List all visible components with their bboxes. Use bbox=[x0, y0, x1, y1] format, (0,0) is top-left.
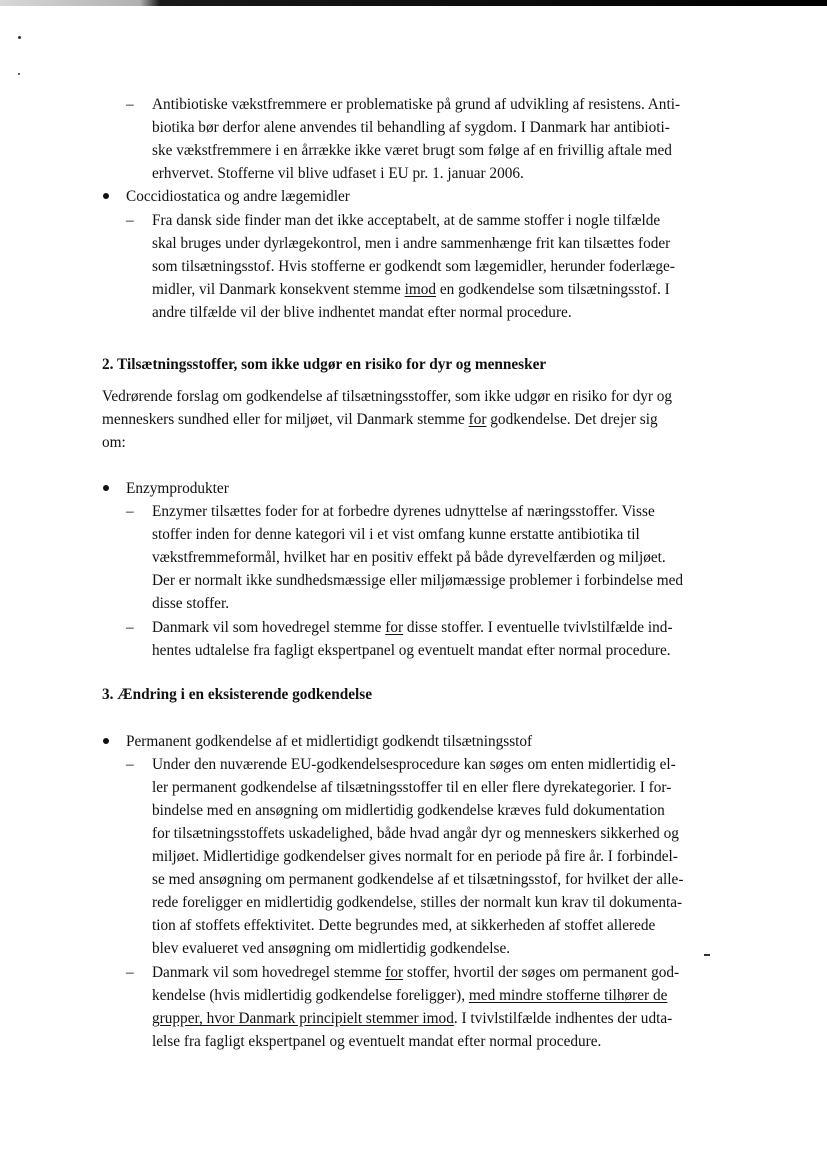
paragraph-line: erhvervet. Stofferne vil blive udfaset i EU pr. 1. januar 2006. bbox=[152, 165, 524, 182]
bullet-item: Enzymprodukter bbox=[126, 480, 229, 497]
bullet-item: Permanent godkendelse af et midlertidigt godkendt tilsætningsstof bbox=[126, 733, 533, 750]
dash-marker: – bbox=[126, 212, 134, 229]
paragraph-line: Der er normalt ikke sundhedsmæssige eller miljømæssige problemer i forbindelse med bbox=[152, 572, 684, 589]
paragraph-line: skal bruges under dyrlægekontrol, men i andre sammenhænge frit kan tilsættes foder bbox=[152, 235, 671, 252]
paragraph-line: grupper, hvor Danmark principielt stemmer imod. I tvivlstilfælde indhentes der udta- bbox=[152, 1010, 673, 1027]
scan-speck bbox=[18, 36, 21, 39]
scan-speck bbox=[18, 73, 20, 75]
paragraph-line: Antibiotiske vækstfremmere er problematiske på grund af udvikling af resistens. Anti- bbox=[152, 96, 681, 113]
paragraph-line: Fra dansk side finder man det ikke acceptabelt, at de samme stoffer i nogle tilfælde bbox=[152, 212, 661, 229]
paragraph-line: miljøet. Midlertidige godkendelser gives normalt for en periode på fire år. I forbindel- bbox=[152, 848, 678, 865]
bullet-dot bbox=[103, 193, 109, 199]
dash-marker: – bbox=[126, 619, 134, 636]
paragraph-line: se med ansøgning om permanent godkendelse af et tilsætningsstof, for hvilket der alle- bbox=[152, 871, 684, 888]
scan-speck bbox=[704, 954, 710, 956]
underlined-phrase: med mindre stofferne tilhører de bbox=[468, 987, 668, 1004]
underlined-term: for bbox=[385, 619, 404, 636]
paragraph-line: andre tilfælde vil der blive indhentet mandat efter normal procedure. bbox=[152, 304, 572, 321]
dash-marker: – bbox=[126, 964, 134, 981]
paragraph-line: ske vækstfremmere i en årrække ikke været brugt som følge af en frivillig aftale med bbox=[152, 142, 672, 159]
underlined-phrase: grupper, hvor Danmark principielt stemmer imod bbox=[152, 1010, 454, 1027]
paragraph-line: ler permanent godkendelse af tilsætningsstoffer til en eller flere dyrekategorier. I for- bbox=[152, 779, 672, 796]
paragraph-line: rede foreligger en midlertidig godkendelse, stilles der normalt kun krav til dokumenta- bbox=[152, 894, 683, 911]
paragraph-line: vækstfremmeformål, hvilket har en positiv effekt på både dyrevelfærden og miljøet. bbox=[152, 549, 666, 566]
paragraph-line: kendelse (hvis midlertidig godkendelse foreligger), med mindre stofferne tilhører de bbox=[152, 987, 668, 1004]
underlined-term: for bbox=[385, 964, 404, 981]
paragraph-line: blev evalueret ved ansøgning om midlertidig godkendelse. bbox=[152, 940, 511, 957]
section-heading: 2. Tilsætningsstoffer, som ikke udgør en risiko for dyr og mennesker bbox=[102, 356, 547, 373]
paragraph-line: hentes udtalelse fra fagligt ekspertpanel og eventuelt mandat efter normal procedure. bbox=[152, 642, 671, 659]
bullet-item: Coccidiostatica og andre lægemidler bbox=[126, 188, 350, 205]
paragraph-line: om: bbox=[102, 434, 126, 451]
paragraph-line: Danmark vil som hovedregel stemme for stoffer, hvortil der søges om permanent god- bbox=[152, 964, 680, 981]
underlined-term: imod bbox=[404, 281, 437, 298]
paragraph-line: lelse fra fagligt ekspertpanel og eventuelt mandat efter normal procedure. bbox=[152, 1033, 602, 1050]
section-heading: 3. Ændring i en eksisterende godkendelse bbox=[102, 686, 372, 703]
paragraph-line: Danmark vil som hovedregel stemme for disse stoffer. I eventuelle tvivlstilfælde ind- bbox=[152, 619, 673, 636]
paragraph-line: Under den nuværende EU-godkendelsesprocedure kan søges om enten midlertidig el- bbox=[152, 756, 676, 773]
scan-top-edge bbox=[0, 0, 827, 6]
bullet-dot bbox=[103, 485, 109, 491]
paragraph-line: for tilsætningsstoffets uskadelighed, både hvad angår dyr og menneskers sikkerhed og bbox=[152, 825, 679, 842]
paragraph-line: menneskers sundhed eller for miljøet, vil Danmark stemme for godkendelse. Det drejer sig bbox=[102, 411, 658, 428]
paragraph-line: biotika bør derfor alene anvendes til behandling af sygdom. I Danmark har antibioti- bbox=[152, 119, 670, 136]
dash-marker: – bbox=[126, 96, 134, 113]
paragraph-line: stoffer inden for denne kategori vil i et vist omfang kunne erstatte antibiotika til bbox=[152, 526, 640, 543]
dash-marker: – bbox=[126, 503, 134, 520]
dash-marker: – bbox=[126, 756, 134, 773]
paragraph-line: tion af stoffets effektivitet. Dette begrundes med, at sikkerheden af stoffet allerede bbox=[152, 917, 656, 934]
underlined-term: for bbox=[468, 411, 487, 428]
paragraph-line: Vedrørende forslag om godkendelse af tilsætningsstoffer, som ikke udgør en risiko for dyr og bbox=[102, 388, 673, 405]
paragraph-line: som tilsætningsstof. Hvis stofferne er godkendt som lægemidler, herunder foderlæge- bbox=[152, 258, 675, 275]
paragraph-line: midler, vil Danmark konsekvent stemme imod en godkendelse som tilsætningsstof. I bbox=[152, 281, 670, 298]
bullet-dot bbox=[103, 738, 109, 744]
paragraph-line: Enzymer tilsættes foder for at forbedre dyrenes udnyttelse af næringsstoffer. Visse bbox=[152, 503, 655, 520]
paragraph-line: bindelse med en ansøgning om midlertidig godkendelse kræves fuld dokumentation bbox=[152, 802, 665, 819]
paragraph-line: disse stoffer. bbox=[152, 595, 230, 612]
